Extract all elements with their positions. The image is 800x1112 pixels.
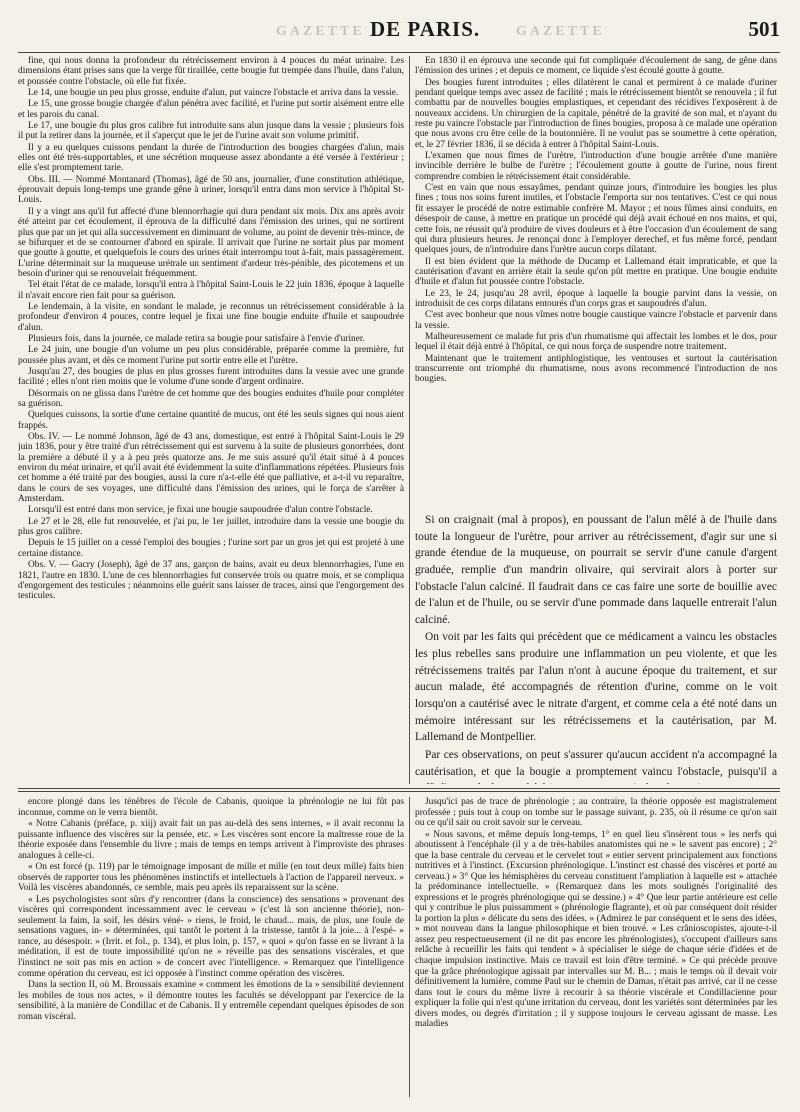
masthead-ghost-left: GAZETTE (276, 24, 365, 39)
paragraph: Le 23, le 24, jusqu'au 28 avril, époque à laquelle la bougie parvint dans la vessie, on introduisit de ces corps dilatans entourés d'un corps gras et saupoudrés d'alun. (415, 288, 777, 309)
paragraph: Il est bien évident que la méthode de Ducamp et Lallemand était impraticable, et que la cautérisation d'avant en arrière était la seule qu'on pût mettre en pratique. Une bougie enduite d'huile et d'alun fut poussée contre l'obstacle. (415, 256, 777, 288)
right-column-large-text (415, 512, 777, 784)
paragraph: Obs. IV. — Le nommé Johnson, âgé de 43 ans, domestique, est entré à l'hôpital Saint-Louis le 29 juin 1836, pour y être traité d'un rétrécissement qui est survenu à la suite de plusieurs gonorrhées, dont la première a débuté il y a à peu près quatorze ans. Je me suis assuré qu'il était situé à 4 pouces environ du méat urinaire, et qu'il avait été évidemment la suite d'inflammations répétées. Plusieurs fois cet homme a été traité par des bougies, aussi la cure n'a-t-elle été que palliative, et a-t-il vu reparaître, dans le cours de ses voyages, une difficulté dans l'émission des urines, qui le força de s'arrêter à Amsterdam. (18, 432, 404, 505)
paragraph: Des bougies furent introduites ; elles dilatèrent le canal et permirent à ce malade d'uriner pendant quelque temps avec assez de facilité ; mais le rétrécissement bientôt se renouvela ; il fut combattu par de nouvelles bougies emplastiques, et cependant des récidives l'exposèrent à de nouveaux accidens. Un chirurgien de la capitale, pénétré de la gravité de son mal, et n'ayant du reste pu vaincre l'obstacle par l'introduction de fines bougies, proposa à ce malade une opération que nous avons cru être celle de la boutonnière. Il ne voulut pas se soumettre à cette opération, et, le 27 février 1836, il se décida à entrer à l'hôpital Saint-Louis. (415, 77, 777, 150)
paragraph: Jusqu'ici pas de trace de phrénologie ; au contraire, la théorie opposée est magistralement professée ; puis tout à coup on tombe sur le passage suivant, p. 235, où il résume ce qu'on sait ou ce qu'il sait ou croit savoir sur le cerveau. (415, 797, 777, 829)
paragraph: « Notre Cabanis (préface, p. xiij) avait fait un pas au-delà des sens internes, » il avait reconnu la puissante influence des viscères sur la pensée, etc. » Les viscères sont encore la maîtresse roue de la théorie exposée dans l'ensemble du livre ; mais de temps en temps arrivent à l'improviste des phrases analogues à celle-ci. (18, 819, 404, 861)
paragraph: Le 27 et le 28, elle fut renouvelée, et j'ai pu, le 1er juillet, introduire dans la vessie une bougie du plus gros calibre. (18, 516, 404, 538)
paragraph: Dans la section II, où M. Broussais examine « comment les émotions de la » sensibilité deviennent les mobiles de tous nos actes, » il démontre toutes les facultés se développant par l'exercice de la sensibilité, à la manière de Condillac et de Cabanis. Il y entremêle cependant quelques épisodes de son roman viscéral. (18, 980, 404, 1022)
paragraph: « Les psychologistes sont sûrs d'y rencontrer (dans la conscience) des sensations » provenant des viscères qui correspondent incessamment avec le cerveau » (c'est là son ancienne théorie), non-seulement la faim, la soif, les désirs véné- » riens, le froid, le chaud... mais, de plus, une foule de sensations vagues, in- » déterminées, qui tantôt le portent à la tristesse, tantôt à la joie... à l'espé- » rance, au désespoir. » (Irrit. et fol., p. 134), et plus loin, p. 157, « quoi » qu'on fasse en se livrant à la méditation, il est de toute impossibilité qu'on ne » réveille pas des sensations viscérales, et que l'instinct ne soit pas mis en action » de concert avec l'intelligence. » Remarquez que l'intelligence comme opération du cerveau, est ici opposée à l'instinct comme opération des viscères. (18, 894, 404, 979)
left-column-bottom (18, 797, 404, 1097)
left-column-top (18, 56, 404, 778)
paragraph: En 1830 il en éprouva une seconde qui fut compliquée d'écoulement de sang, de gêne dans l'émission des urines ; et depuis ce moment, ce liquide s'est écoulé goutte à goutte. (415, 56, 777, 77)
paragraph: Il y a eu quelques cuissons pendant la durée de l'introduction des bougies chargées d'alun, mais elles ont été très-supportables, et une sécrétion muqueuse assez abondante a été versée à l'extérieur ; elle s'est promptement tarie. (18, 142, 404, 174)
paragraph: C'est avec bonheur que nous vîmes notre bougie caustique vaincre l'obstacle et parvenir dans la vessie. (415, 310, 777, 331)
paragraph: Malheureusement ce malade fut pris d'un rhumatisme qui affectait les lombes et le dos, pour lequel il était déjà entré à l'hôpital, ce qui nous força de suspendre notre traitement. (415, 331, 777, 353)
paragraph: Le 15, une grosse bougie chargée d'alun pénétra avec facilité, et l'urine put sortir aisément entre elle et les parois du canal. (18, 99, 404, 120)
page-number: 501 (748, 17, 780, 41)
paragraph: Jusqu'au 27, des bougies de plus en plus grosses furent introduites dans la vessie avec une grande facilité ; elles n'ont rien moins que le volume d'une sonde d'argent ordinaire. (18, 366, 404, 388)
paragraph: Obs. III. — Nommé Montanard (Thomas), âgé de 50 ans, journalier, d'une constitution athlétique, éprouvait depuis long-temps une grande gêne à uriner, lorsqu'il entra dans mon service à l'hôpital St-Louis. (18, 174, 404, 206)
paragraph: L'examen que nous fîmes de l'urètre, l'introduction d'une bougie arrêtée d'une manière invincible derrière le bulbe de l'urètre ; l'écoulement goutte à goutte de l'urine, nous firent comprendre combien le rétrécissement était considérable. (415, 151, 777, 182)
right-column-top (415, 56, 777, 508)
paragraph: C'est en vain que nous essayâmes, pendant quinze jours, d'introduire les bougies les plus fines ; tous nos soins furent inutiles, et l'obstacle l'emporta sur nos tentatives. C'est ce qui nous fit essayer le procédé de notre estimable confrère M. Mayor ; et nous fûmes ainsi conduits, en désespoir de cause, à mettre en pratique un procédé qui déjà avait échoué en nos mains, et qui, cette fois, ne réussit qu'à produire de vives douleurs et à être l'occasion d'un écoulement de sang qui dura plusieurs heures. Je renonçai donc à l'employer derechef, et fus même forcé, pendant quelques jours, de n'introduire dans l'urètre aucun corps dilatant. (415, 183, 777, 256)
paragraph: fine, qui nous donna la profondeur du rétrécissement environ à 4 pouces du méat urinaire. Les dimensions étant prises sans que la verge fût tiraillée, cette bougie fut trempée dans l'huile, dans l'alun, et poussée contre l'obstacle, où elle fut fixée. (18, 56, 404, 87)
paragraph: Il y a vingt ans qu'il fut affecté d'une blennorrhagie qui dura pendant six mois. Dix ans après avoir été atteint par cet écoulement, il éprouva de la difficulté dans l'émission des urines, qui ne sortirent plus que par un jet qui alla successivement en diminuant de volume, au point de devenir très-mince, de se bifurquer et de se contourner d'abord en spirale. Il arrivait que l'urine ne sortait plus par moment que goutte à goutte, et quelquefois le cours des urines était interrompu tout à-fait, mais passagèrement. L'urine déterminait sur la muqueuse urétrale un sentiment d'ardeur très-pénible, des picotemens et un besoin d'uriner qui se renouvelait fréquemment. (18, 206, 404, 279)
paragraph: On voit par les faits qui précèdent que ce médicament a vaincu les obstacles les plus rebelles sans produire une inflammation un peu violente, et que les rétrécissemens traités par l'alun n'ont à aucune époque du traitement, et sur aucun malade, été accompagnés de rétention d'urine, comme on le voit lorsqu'on a cautérisé avec le nitrate d'argent, et comme cela a été noté dans un mémoire intéressant sur les rétrécissemens et la cautérisation, par M. Lallemand de Montpellier. (415, 631, 777, 744)
page-header (18, 6, 780, 44)
section-rule-double (18, 791, 780, 792)
right-column-bottom (415, 797, 777, 1097)
header-rule (18, 52, 780, 53)
paragraph: Maintenant que le traitement antiphlogistique, les ventouses et surtout la cautérisation transcurrente ont triomphé du rhumatisme, nous avons recommencé l'introduction de nos bougies. (415, 353, 777, 385)
paragraph: Obs. V. — Gacry (Joseph), âgé de 37 ans, garçon de bains, avait eu deux blennorrhagies, l'une en 1821, l'autre en 1830. L'une de ces blennorrhagies fut conservée trois ou quatre mois, et se compliqua d'engorgement des testicules ; néanmoins elle guérit sans laisser de traces, ainsi que l'engorgement des testicules. (18, 560, 404, 602)
paragraph: Plusieurs fois, dans la journée, ce malade retira sa bougie pour satisfaire à l'envie d'uriner. (28, 333, 365, 344)
paragraph: « Nous savons, et même depuis long-temps, 1° en quel lieu s'insèrent tous » les nerfs qui aboutissent à l'encéphale (il y a de très-habiles anatomistes qui ne » le savent pas encore) ; 2° que la base centrale du cerveau et le cervelet tout » entier servent principalement aux fonctions nutritives et à l'instinct. (Excursion phrénologique. L'instinct est chassé des viscères et porté au cerveau.) » 3° Que les hémisphères du cerveau constituent l'ampliation à laquelle est » attachée la prédominance intellectuelle. » (Remarquez dans les mots soulignés l'originalité des expressions et le progrès phrénologique qui se dessine.) » 4° Que leur partie antérieure est celle qui y contribue le plus puissamment » (phrénologie flagrante), et où par conséquent doit résider la portion la plus » délicate du sens des idées. » (Admirez le par conséquent et le sens des idées, » mot nouveau dans la langue philosophique et bien trouvé. « Les crânioscopistes, ajoute-t-il assez peu respectueusement (il ne dit pas encore les phrénologistes), s'occupent d'ailleurs sans relâche à recueillir les faits qui tendent » à spécialiser le siége de chaque série d'idées et de chaque impulsion instinctive. Mais ce travail est loin d'être terminé. » Ce qui précède prouve que la grâce phrénologique agissait par intervalles sur M. B... ; mais le temps où il devait voir définitivement la lumière, comme Paul sur le chemin de Damas, n'était pas arrivé, car il ne cesse dans tout le cours du même livre à recourir à sa théorie viscérale et Condillacienne pour expliquer la folie qui n'est qu'une irritation du cerveau, dont les variétés sont déterminées par les divers modes, ou degrés d'irritation ; il y suppose toujours le cerveau agissant de masse. Les maladies (415, 829, 777, 1030)
paragraph: Le 17, une bougie du plus gros calibre fut introduite sans alun jusque dans la vessie ; plusieurs fois il put la retirer dans la journée, et il s'aperçut que le jet de l'urine avait son volume primitif. (18, 121, 404, 142)
paragraph: Le lendemain, à la visite, en sondant le malade, je reconnus un rétrécissement considérable à la profondeur d'environ 4 pouces, contre lequel je fixai une fine bougie enduite d'huile et saupoudrée d'alun. (18, 301, 404, 333)
column-divider (409, 56, 410, 784)
paragraph: Le 24 juin, une bougie d'un volume un peu plus considérable, préparée comme la première, fut poussée plus avant, et dès ce moment l'urine put sortir entre elle et l'urètre. (18, 345, 404, 366)
paragraph: Depuis le 15 juillet on a cessé l'emploi des bougies ; l'urine sort par un gros jet qui est projeté à une certaine distance. (18, 538, 404, 559)
paragraph: Le 14, une bougie un peu plus grosse, enduite d'alun, put vaincre l'obstacle et arriva dans la vessie. (28, 88, 399, 99)
column-divider-bottom (409, 797, 410, 1097)
section-rule (18, 788, 780, 789)
paragraph: Désormais on ne glissa dans l'urètre de cet homme que des bougies enduites d'huile pour compléter sa guérison. (18, 388, 404, 409)
paragraph: Si on craignait (mal à propos), en poussant de l'alun mêlé à de l'huile dans toute la longueur de l'urètre, pour arriver au rétrécissement, d'agir sur une si grande étendue de la muqueuse, on pourrait se servir d'une canule d'argent graduée, remplie d'un mandrin olivaire, qui servirait alors à porter sur l'obstacle l'alun calciné. Il faudrait dans ce cas faire une sorte de bouillie avec de l'alun et de l'huile, ou se servir d'une pommade dans laquelle entrerait l'alun calciné. (415, 514, 777, 626)
paragraph: encore plongé dans les ténèbres de l'école de Cabanis, quoique la phrénologie ne lui fût pas inconnue, comme on le verra bientôt. (18, 797, 404, 818)
paragraph: Par ces observations, on peut s'assurer qu'aucun accident n'a accompagné la cautérisation, et que la bougie a promptement vaincu l'obstacle, puisqu'il a (415, 748, 777, 778)
paragraph: Tel était l'état de ce malade, lorsqu'il entra à l'hôpital Saint-Louis le 22 juin 1836, époque à laquelle il n'avait encore rien fait pour sa guérison. (18, 280, 404, 301)
paragraph: « On est forcé (p. 119) par le témoignage imposant de mille et mille (en tout deux mille) faits bien observés de rapporter tous les phénomènes instinctifs et intellectuels à l'action de l'appareil nerveux. » Voilà les viscères abandonnés, ce semble, mais peu après ils reparaissent sur la scène. (18, 862, 404, 894)
paragraph: Quelques cuissons, la sortie d'une certaine quantité de mucus, ont été les seuls signes qui nous aient frappés. (18, 410, 404, 431)
paragraph: Lorsqu'il est entré dans mon service, je fixai une bougie saupoudrée d'alun contre l'obstacle. (28, 505, 373, 516)
masthead-title: DE PARIS. (370, 17, 481, 41)
masthead-ghost-right: GAZETTE (516, 24, 605, 39)
